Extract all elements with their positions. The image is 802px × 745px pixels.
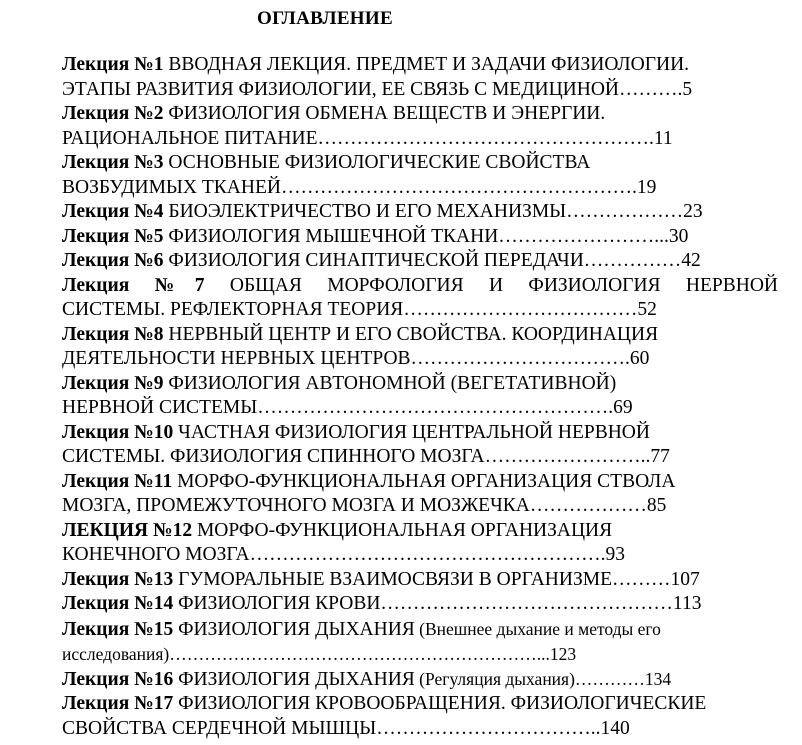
lecture-label: Лекция №11 (62, 470, 173, 492)
lecture-title: ФИЗИОЛОГИЯ ДЫХАНИЯ (173, 668, 415, 690)
lecture-title: ОБЩАЯ МОРФОЛОГИЯ И ФИЗИОЛОГИЯ НЕРВНОЙ (204, 274, 778, 296)
lecture-title: ФИЗИОЛОГИЯ АВТОНОМНОЙ (ВЕГЕТАТИВНОЙ) (163, 372, 617, 394)
lecture-label: Лекция №7 (62, 274, 205, 296)
lecture-title: ФИЗИОЛОГИЯ СИНАПТИЧЕСКОЙ ПЕРЕДАЧИ……………42 (163, 250, 701, 271)
lecture-label: Лекция №15 (62, 618, 174, 640)
lecture-title-cont: РАЦИОНАЛЬНОЕ ПИТАНИЕ…………………………………………….11 (62, 127, 673, 149)
toc-entry-14[interactable] (62, 592, 778, 617)
lecture-title: НЕРВНЫЙ ЦЕНТР И ЕГО СВОЙСТВА. КООРДИНАЦИЯ (163, 323, 659, 345)
lecture-title: ФИЗИОЛОГИЯ ОБМЕНА ВЕЩЕСТВ И ЭНЕРГИИ. (163, 103, 606, 124)
lecture-title: ГУМОРАЛЬНЫЕ ВЗАИМОСВЯЗИ В ОРГАНИЗМЕ………107 (173, 568, 700, 590)
lecture-label: Лекция №5 (62, 225, 164, 247)
lecture-label: Лекция №14 (62, 593, 174, 614)
lecture-label: Лекция №6 (62, 250, 164, 271)
lecture-title-cont: КОНЕЧНОГО МОЗГА……………………………………………….93 (62, 544, 625, 565)
lecture-title: ВВОДНАЯ ЛЕКЦИЯ. ПРЕДМЕТ И ЗАДАЧИ ФИЗИОЛОГИИ. (163, 54, 690, 75)
table-of-contents (62, 53, 778, 741)
lecture-title: ФИЗИОЛОГИЯ ДЫХАНИЯ (173, 618, 415, 640)
lecture-title: ЧАСТНАЯ ФИЗИОЛОГИЯ ЦЕНТРАЛЬНОЙ НЕРВНОЙ (173, 421, 650, 443)
lecture-label: Лекция №1 (62, 54, 164, 75)
lecture-title-cont: СИСТЕМЫ. ФИЗИОЛОГИЯ СПИННОГО МОЗГА……………………..77 (62, 446, 670, 467)
lecture-title-cont: СИСТЕМЫ. РЕФЛЕКТОРНАЯ ТЕОРИЯ………………………………52 (62, 299, 657, 320)
lecture-label: Лекция №10 (62, 421, 174, 443)
lecture-label: Лекция №13 (62, 568, 174, 590)
lecture-title-cont: СВОЙСТВА СЕРДЕЧНОЙ МЫШЦЫ……………………………..140 (62, 717, 630, 739)
toc-entry-7[interactable] (62, 274, 778, 323)
toc-entry-8[interactable] (62, 323, 778, 372)
lecture-title: МОРФО-ФУНКЦИОНАЛЬНАЯ ОРГАНИЗАЦИЯ (192, 519, 613, 541)
lecture-label: Лекция №17 (62, 693, 174, 714)
toc-entry-6[interactable] (62, 249, 778, 274)
toc-entry-4[interactable] (62, 200, 778, 225)
lecture-subtitle: (Регуляция дыхания)…………134 (414, 668, 672, 689)
toc-entry-3[interactable] (62, 151, 778, 200)
lecture-title: МОРФО-ФУНКЦИОНАЛЬНАЯ ОРГАНИЗАЦИЯ СТВОЛА (172, 470, 676, 492)
toc-entry-12[interactable] (62, 519, 778, 568)
lecture-title: ФИЗИОЛОГИЯ КРОВООБРАЩЕНИЯ. ФИЗИОЛОГИЧЕСКИЕ (173, 693, 707, 714)
toc-entry-15[interactable] (62, 617, 778, 667)
toc-entry-16[interactable] (62, 667, 778, 693)
toc-entry-1[interactable] (62, 53, 778, 102)
toc-entry-10[interactable] (62, 421, 778, 470)
lecture-title-cont: исследования)………………………………………………………...123 (62, 644, 577, 664)
toc-entry-5[interactable] (62, 225, 778, 250)
lecture-subtitle: (Внешнее дыхание и методы его (414, 618, 661, 639)
toc-entry-9[interactable] (62, 372, 778, 421)
toc-entry-11[interactable] (62, 470, 778, 519)
lecture-title: ФИЗИОЛОГИЯ КРОВИ………………………………………113 (173, 593, 702, 614)
lecture-title: БИОЭЛЕКТРИЧЕСТВО И ЕГО МЕХАНИЗМЫ………………23 (163, 201, 703, 222)
lecture-label: Лекция №3 (62, 152, 164, 173)
toc-entry-17[interactable] (62, 692, 778, 741)
lecture-label: Лекция №2 (62, 103, 164, 124)
toc-entry-2[interactable] (62, 102, 778, 151)
lecture-label: Лекция №8 (62, 323, 164, 345)
lecture-label: Лекция №16 (62, 668, 174, 690)
toc-title: ОГЛАВЛЕНИЕ (257, 8, 393, 29)
lecture-title-cont: ДЕЯТЕЛЬНОСТИ НЕРВНЫХ ЦЕНТРОВ…………………………….60 (62, 348, 650, 369)
lecture-label: ЛЕКЦИЯ №12 (62, 519, 193, 541)
toc-entry-13[interactable] (62, 568, 778, 593)
lecture-title-cont: МОЗГА, ПРОМЕЖУТОЧНОГО МОЗГА И МОЗЖЕЧКА………………85 (62, 495, 667, 516)
lecture-title-cont: ВОЗБУДИМЫХ ТКАНЕЙ……………………………………………….19 (62, 176, 657, 198)
lecture-title: ОСНОВНЫЕ ФИЗИОЛОГИЧЕСКИЕ СВОЙСТВА (163, 152, 591, 173)
lecture-title: ФИЗИОЛОГИЯ МЫШЕЧНОЙ ТКАНИ……………………...30 (163, 225, 689, 247)
lecture-title-cont: ЭТАПЫ РАЗВИТИЯ ФИЗИОЛОГИИ, ЕЕ СВЯЗЬ С МЕДИЦИНОЙ……….5 (62, 78, 693, 100)
lecture-label: Лекция №4 (62, 201, 164, 222)
lecture-label: Лекция №9 (62, 372, 164, 394)
lecture-title-cont: НЕРВНОЙ СИСТЕМЫ……………………………………………….69 (62, 397, 633, 418)
